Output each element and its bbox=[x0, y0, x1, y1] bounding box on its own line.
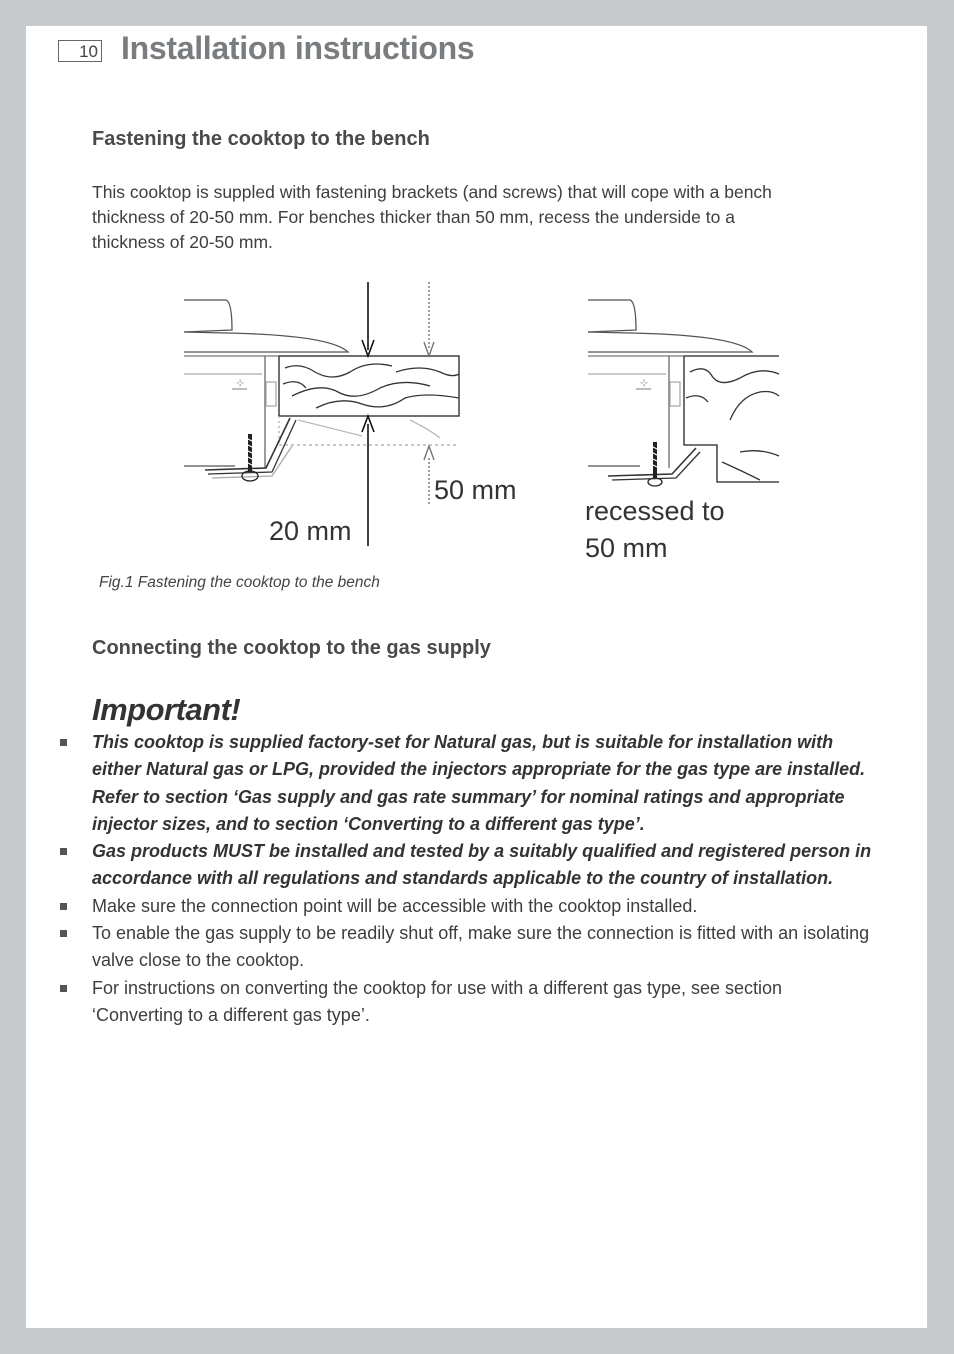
list-item-text: For instructions on converting the cooktop for use with a different gas type, see section ‘Converting to a different gas type’. bbox=[92, 977, 783, 1025]
bullet-list bbox=[58, 729, 878, 1029]
section-heading-fastening: Fastening the cooktop to the bench bbox=[92, 128, 430, 150]
label-recessed-line2: 50 mm bbox=[585, 533, 668, 563]
list-item bbox=[58, 975, 878, 1030]
list-item bbox=[58, 838, 878, 893]
list-item bbox=[58, 893, 878, 920]
section-heading-gas-supply: Connecting the cooktop to the gas supply bbox=[92, 637, 491, 659]
svg-text:⊹: ⊹ bbox=[236, 378, 245, 389]
svg-text:⊹: ⊹ bbox=[640, 378, 649, 389]
label-20mm: 20 mm bbox=[269, 516, 352, 546]
list-item-text: Gas products MUST be installed and tested by a suitably qualified and registered person in accordance with all regulations and standards applicable to the country of installation. bbox=[92, 841, 872, 889]
square-bullet-icon bbox=[60, 848, 67, 855]
square-bullet-icon bbox=[60, 985, 67, 992]
list-item bbox=[58, 920, 878, 975]
important-heading: Important! bbox=[92, 692, 241, 727]
figure-caption: Fig.1 Fastening the cooktop to the bench bbox=[99, 574, 380, 591]
square-bullet-icon bbox=[60, 903, 67, 910]
page-title: Installation instructions bbox=[121, 30, 475, 66]
label-recessed-line1: recessed to bbox=[585, 496, 725, 526]
list-item-text: Make sure the connection point will be accessible with the cooktop installed. bbox=[92, 895, 698, 916]
intro-paragraph: This cooktop is suppled with fastening brackets (and screws) that will cope with a bench thickness of 20-50 mm. For benches thicker than 50 mm, recess the underside to a thickness of 20-50 mm. bbox=[92, 182, 772, 252]
label-50mm: 50 mm bbox=[434, 475, 517, 505]
square-bullet-icon bbox=[60, 930, 67, 937]
list-item-text: To enable the gas supply to be readily shut off, make sure the connection is fitted with an isolating valve close to the cooktop. bbox=[92, 923, 870, 971]
list-item bbox=[58, 729, 878, 838]
list-item-text: This cooktop is supplied factory-set for Natural gas, but is suitable for installation with either Natural gas or LPG, provided the injectors appropriate for the gas type are installed. Refer to section ‘Gas supply and gas rate summary’ for nominal ratings and appropriate injector sizes, and to section ‘Converting to a different gas type’. bbox=[92, 732, 866, 834]
square-bullet-icon bbox=[60, 739, 67, 746]
page-number: 10 bbox=[58, 40, 102, 62]
